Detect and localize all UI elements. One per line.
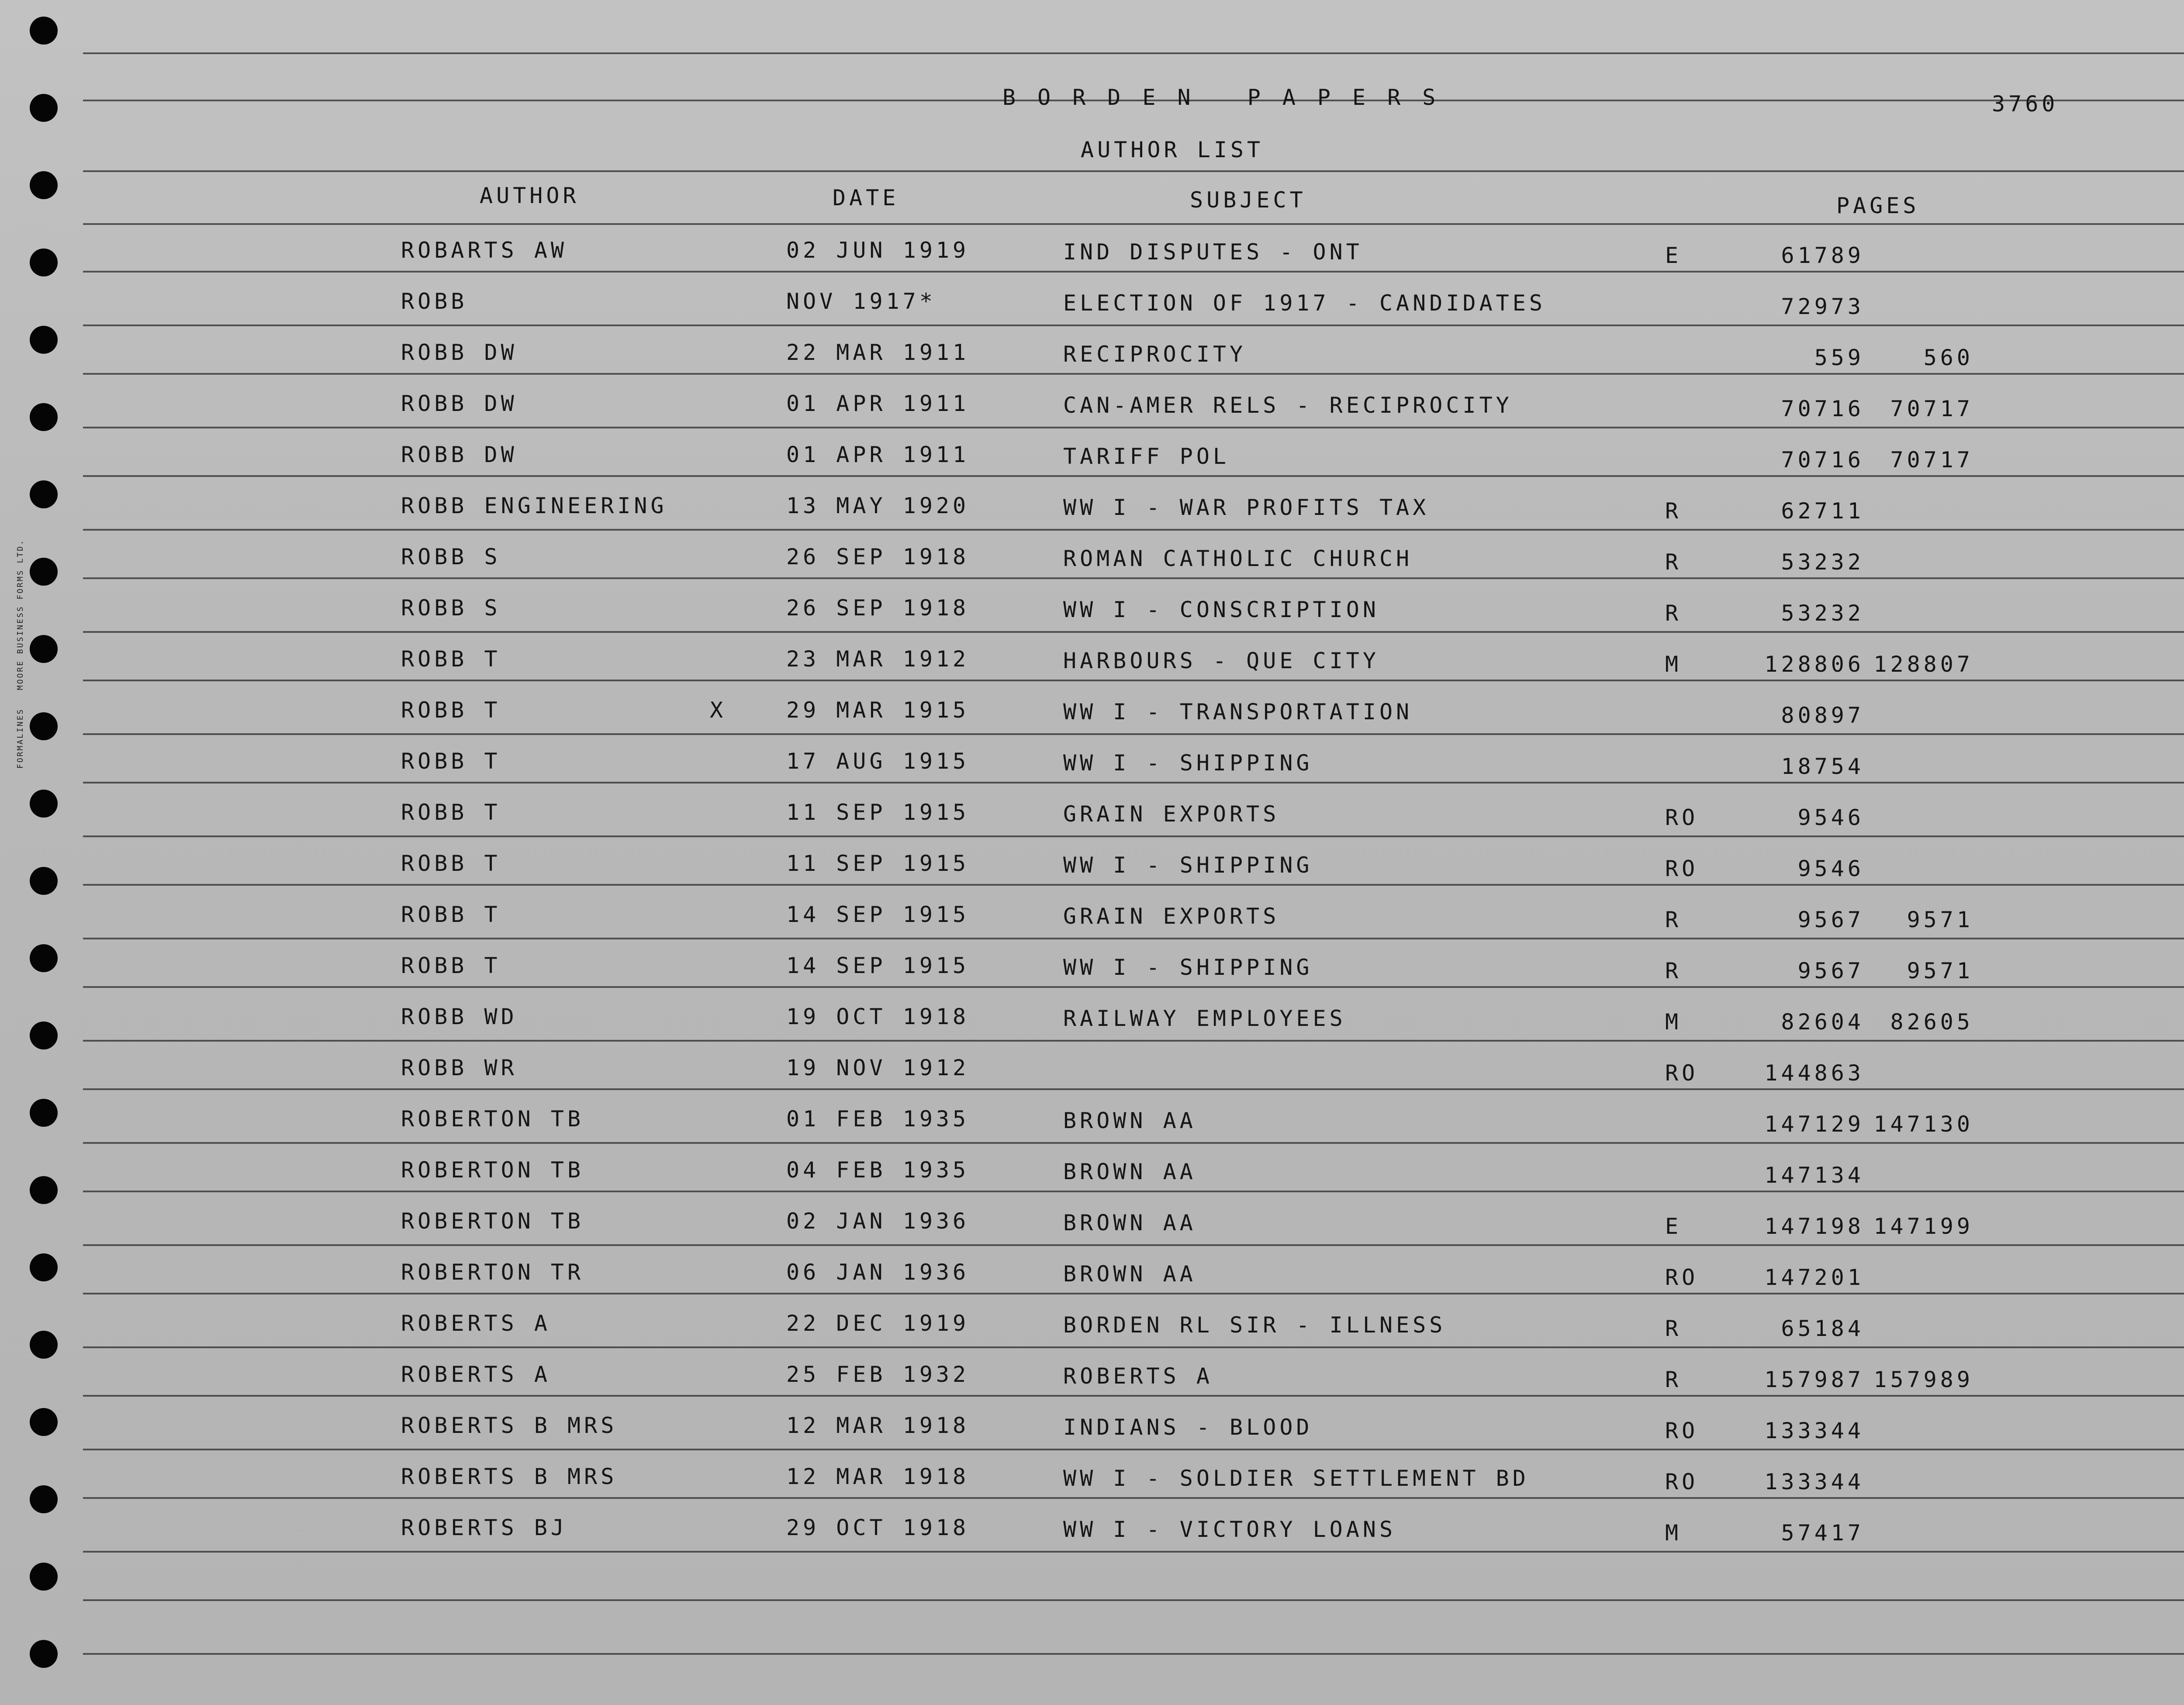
cell-date: 12 MAR 1918 bbox=[786, 1413, 970, 1438]
cell-page2: 82605 bbox=[1890, 1009, 1973, 1035]
cell-page1: 65184 bbox=[1781, 1316, 1864, 1341]
ruled-line bbox=[83, 1551, 2184, 1553]
cell-date: 22 MAR 1911 bbox=[786, 340, 970, 365]
column-header-subject: SUBJECT bbox=[1190, 187, 1306, 213]
cell-code: M bbox=[1665, 652, 1682, 677]
cell-date: 29 OCT 1918 bbox=[786, 1515, 970, 1540]
ruled-line bbox=[83, 986, 2184, 988]
ruled-line bbox=[83, 680, 2184, 681]
feed-hole bbox=[30, 17, 58, 45]
cell-subject: INDIANS - BLOOD bbox=[1063, 1415, 1313, 1440]
cell-subject: IND DISPUTES - ONT bbox=[1063, 239, 1363, 265]
cell-date: 25 FEB 1932 bbox=[786, 1362, 970, 1387]
cell-page1: 82604 bbox=[1781, 1009, 1864, 1035]
cell-subject: RAILWAY EMPLOYEES bbox=[1063, 1006, 1346, 1031]
cell-date: NOV 1917* bbox=[786, 289, 936, 314]
feed-hole bbox=[30, 1563, 58, 1591]
ruled-line bbox=[83, 938, 2184, 939]
cell-author: ROBB ENGINEERING bbox=[401, 493, 667, 518]
ruled-line bbox=[83, 1395, 2184, 1397]
ruled-line bbox=[83, 1191, 2184, 1192]
cell-page2: 147199 bbox=[1873, 1214, 1973, 1239]
cell-page1: 61789 bbox=[1781, 243, 1864, 268]
cell-date: 13 MAY 1920 bbox=[786, 493, 970, 518]
cell-subject: BROWN AA bbox=[1063, 1159, 1196, 1184]
ruled-line bbox=[83, 1293, 2184, 1294]
cell-author: ROBERTS B MRS bbox=[401, 1464, 618, 1489]
cell-author: ROBERTON TB bbox=[401, 1106, 584, 1132]
ruled-line bbox=[83, 223, 2184, 225]
cell-page1: 147129 bbox=[1764, 1111, 1864, 1137]
cell-subject: WW I - TRANSPORTATION bbox=[1063, 699, 1413, 725]
cell-date: 23 MAR 1912 bbox=[786, 646, 970, 672]
cell-page2: 147130 bbox=[1873, 1111, 1973, 1137]
cell-page1: 80897 bbox=[1781, 703, 1864, 728]
feed-hole bbox=[30, 712, 58, 740]
ruled-line bbox=[83, 1244, 2184, 1246]
list-subtitle: AUTHOR LIST bbox=[1081, 137, 1264, 162]
cell-subject: GRAIN EXPORTS bbox=[1063, 801, 1280, 827]
ruled-line bbox=[83, 733, 2184, 735]
cell-code: R bbox=[1665, 549, 1682, 575]
cell-page2: 9571 bbox=[1907, 958, 1973, 984]
cell-author: ROBERTS B MRS bbox=[401, 1413, 618, 1438]
page-number: 3760 bbox=[1992, 91, 2059, 117]
cell-date: 04 FEB 1935 bbox=[786, 1157, 970, 1183]
cell-code: R bbox=[1665, 907, 1682, 932]
feed-hole bbox=[30, 1176, 58, 1204]
cell-subject: BROWN AA bbox=[1063, 1108, 1196, 1133]
cell-author: ROBB T bbox=[401, 953, 501, 978]
ruled-line bbox=[83, 577, 2184, 579]
cell-author: ROBERTS A bbox=[401, 1362, 551, 1387]
cell-code: R bbox=[1665, 601, 1682, 626]
cell-page2: 9571 bbox=[1907, 907, 1973, 932]
ruled-line bbox=[83, 427, 2184, 428]
feed-hole bbox=[30, 867, 58, 895]
cell-author: ROBERTS BJ bbox=[401, 1515, 568, 1540]
cell-code: R bbox=[1665, 1316, 1682, 1341]
feed-hole bbox=[30, 94, 58, 122]
cell-page2: 157989 bbox=[1873, 1367, 1973, 1392]
feed-hole bbox=[30, 171, 58, 199]
ruled-line bbox=[83, 170, 2184, 172]
ruled-line bbox=[83, 475, 2184, 477]
feed-hole bbox=[30, 249, 58, 276]
cell-date: 02 JAN 1936 bbox=[786, 1208, 970, 1234]
column-header-author: AUTHOR bbox=[480, 183, 580, 208]
cell-code: RO bbox=[1665, 1469, 1699, 1494]
cell-x: X bbox=[710, 697, 727, 723]
cell-subject: WW I - WAR PROFITS TAX bbox=[1063, 495, 1430, 520]
ruled-line bbox=[83, 324, 2184, 326]
cell-page1: 147201 bbox=[1764, 1265, 1864, 1290]
feed-hole bbox=[30, 326, 58, 354]
ruled-line bbox=[83, 835, 2184, 837]
cell-date: 26 SEP 1918 bbox=[786, 595, 970, 621]
cell-date: 01 APR 1911 bbox=[786, 391, 970, 416]
cell-subject: ROBERTS A bbox=[1063, 1363, 1213, 1389]
feed-hole bbox=[30, 480, 58, 508]
cell-code: R bbox=[1665, 958, 1682, 984]
cell-date: 14 SEP 1915 bbox=[786, 902, 970, 927]
column-header-date: DATE bbox=[833, 185, 899, 211]
cell-code: RO bbox=[1665, 856, 1699, 881]
feed-hole bbox=[30, 1099, 58, 1127]
cell-author: ROBB bbox=[401, 289, 468, 314]
cell-author: ROBARTS AW bbox=[401, 238, 568, 263]
cell-subject: WW I - SOLDIER SETTLEMENT BD bbox=[1063, 1466, 1529, 1491]
cell-page1: 9567 bbox=[1797, 907, 1864, 932]
cell-subject: CAN-AMER RELS - RECIPROCITY bbox=[1063, 393, 1513, 418]
ruled-line bbox=[83, 1449, 2184, 1450]
cell-page1: 157987 bbox=[1764, 1367, 1864, 1392]
cell-date: 19 OCT 1918 bbox=[786, 1004, 970, 1029]
ruled-line bbox=[83, 529, 2184, 531]
feed-hole bbox=[30, 1331, 58, 1359]
cell-code: M bbox=[1665, 1009, 1682, 1035]
cell-author: ROBERTON TR bbox=[401, 1260, 584, 1285]
cell-subject: WW I - SHIPPING bbox=[1063, 955, 1313, 980]
cell-author: ROBERTON TB bbox=[401, 1157, 584, 1183]
cell-subject: BORDEN RL SIR - ILLNESS bbox=[1063, 1312, 1446, 1338]
cell-page1: 128806 bbox=[1764, 652, 1864, 677]
cell-page1: 9546 bbox=[1797, 856, 1864, 881]
ruled-line bbox=[83, 1142, 2184, 1144]
cell-page2: 560 bbox=[1923, 345, 1973, 370]
ruled-line bbox=[83, 1346, 2184, 1348]
cell-subject: RECIPROCITY bbox=[1063, 342, 1247, 367]
cell-date: 26 SEP 1918 bbox=[786, 544, 970, 569]
cell-subject: ROMAN CATHOLIC CHURCH bbox=[1063, 546, 1413, 571]
ruled-line bbox=[83, 52, 2184, 54]
cell-page1: 62711 bbox=[1781, 498, 1864, 524]
cell-subject: WW I - VICTORY LOANS bbox=[1063, 1517, 1396, 1542]
cell-subject: WW I - CONSCRIPTION bbox=[1063, 597, 1379, 622]
ruled-line bbox=[83, 271, 2184, 273]
cell-code: R bbox=[1665, 1367, 1682, 1392]
cell-page1: 53232 bbox=[1781, 549, 1864, 575]
ruled-line bbox=[83, 1088, 2184, 1090]
column-header-pages: PAGES bbox=[1836, 193, 1920, 218]
cell-page1: 72973 bbox=[1781, 294, 1864, 319]
cell-author: ROBB DW bbox=[401, 442, 518, 467]
feed-hole bbox=[30, 1408, 58, 1436]
cell-subject: WW I - SHIPPING bbox=[1063, 750, 1313, 776]
cell-page1: 70716 bbox=[1781, 447, 1864, 473]
cell-date: 19 NOV 1912 bbox=[786, 1055, 970, 1080]
cell-page1: 133344 bbox=[1764, 1418, 1864, 1443]
ruled-line bbox=[83, 782, 2184, 783]
ruled-line bbox=[83, 884, 2184, 886]
cell-page1: 147198 bbox=[1764, 1214, 1864, 1239]
cell-author: ROBB DW bbox=[401, 340, 518, 365]
feed-hole bbox=[30, 1253, 58, 1281]
feed-hole bbox=[30, 558, 58, 586]
feed-hole bbox=[30, 944, 58, 972]
cell-page2: 70717 bbox=[1890, 396, 1973, 421]
cell-page1: 18754 bbox=[1781, 754, 1864, 779]
cell-date: 01 FEB 1935 bbox=[786, 1106, 970, 1132]
ruled-line bbox=[83, 1040, 2184, 1042]
cell-page1: 9567 bbox=[1797, 958, 1864, 984]
cell-subject: WW I - SHIPPING bbox=[1063, 852, 1313, 878]
feed-hole bbox=[30, 403, 58, 431]
feed-hole bbox=[30, 1640, 58, 1668]
cell-page2: 70717 bbox=[1890, 447, 1973, 473]
cell-subject: BROWN AA bbox=[1063, 1261, 1196, 1287]
cell-author: ROBERTON TB bbox=[401, 1208, 584, 1234]
cell-author: ROBB T bbox=[401, 697, 501, 723]
ruled-line bbox=[83, 1653, 2184, 1655]
ruled-line bbox=[83, 631, 2184, 633]
cell-code: RO bbox=[1665, 1060, 1699, 1086]
cell-date: 11 SEP 1915 bbox=[786, 800, 970, 825]
feed-hole bbox=[30, 1485, 58, 1513]
cell-date: 12 MAR 1918 bbox=[786, 1464, 970, 1489]
feed-hole bbox=[30, 790, 58, 818]
cell-code: M bbox=[1665, 1520, 1682, 1546]
cell-date: 11 SEP 1915 bbox=[786, 851, 970, 876]
cell-author: ROBB S bbox=[401, 595, 501, 621]
cell-code: R bbox=[1665, 498, 1682, 524]
cell-subject: BROWN AA bbox=[1063, 1210, 1196, 1236]
cell-author: ROBB T bbox=[401, 749, 501, 774]
cell-date: 17 AUG 1915 bbox=[786, 749, 970, 774]
cell-author: ROBB T bbox=[401, 800, 501, 825]
ruled-line bbox=[83, 1599, 2184, 1601]
cell-code: RO bbox=[1665, 1418, 1699, 1443]
cell-date: 01 APR 1911 bbox=[786, 442, 970, 467]
cell-author: ROBB T bbox=[401, 902, 501, 927]
cell-subject: GRAIN EXPORTS bbox=[1063, 904, 1280, 929]
cell-page1: 144863 bbox=[1764, 1060, 1864, 1086]
margin-imprint: FORMALINES MOORE BUSINESS FORMS LTD. bbox=[16, 539, 25, 769]
cell-page1: 57417 bbox=[1781, 1520, 1864, 1546]
cell-subject: TARIFF POL bbox=[1063, 444, 1230, 469]
cell-author: ROBB T bbox=[401, 851, 501, 876]
cell-author: ROBB S bbox=[401, 544, 501, 569]
ruled-line bbox=[83, 373, 2184, 375]
feed-hole bbox=[30, 1022, 58, 1049]
cell-page1: 133344 bbox=[1764, 1469, 1864, 1494]
cell-date: 29 MAR 1915 bbox=[786, 697, 970, 723]
cell-page1: 70716 bbox=[1781, 396, 1864, 421]
cell-author: ROBB T bbox=[401, 646, 501, 672]
cell-date: 06 JAN 1936 bbox=[786, 1260, 970, 1285]
cell-code: RO bbox=[1665, 805, 1699, 830]
ruled-line bbox=[83, 1497, 2184, 1499]
document-title: BORDEN PAPERS bbox=[1002, 85, 1458, 110]
feed-hole bbox=[30, 635, 58, 663]
cell-author: ROBB WD bbox=[401, 1004, 518, 1029]
cell-date: 02 JUN 1919 bbox=[786, 238, 970, 263]
cell-date: 14 SEP 1915 bbox=[786, 953, 970, 978]
cell-author: ROBB WR bbox=[401, 1055, 518, 1080]
cell-date: 22 DEC 1919 bbox=[786, 1311, 970, 1336]
cell-subject: ELECTION OF 1917 - CANDIDATES bbox=[1063, 290, 1546, 316]
cell-code: E bbox=[1665, 1214, 1682, 1239]
cell-page1: 9546 bbox=[1797, 805, 1864, 830]
cell-author: ROBB DW bbox=[401, 391, 518, 416]
cell-page1: 147134 bbox=[1764, 1163, 1864, 1188]
cell-page2: 128807 bbox=[1873, 652, 1973, 677]
cell-page1: 53232 bbox=[1781, 601, 1864, 626]
cell-subject: HARBOURS - QUE CITY bbox=[1063, 648, 1379, 673]
cell-code: E bbox=[1665, 243, 1682, 268]
cell-author: ROBERTS A bbox=[401, 1311, 551, 1336]
cell-code: RO bbox=[1665, 1265, 1699, 1290]
cell-page1: 559 bbox=[1814, 345, 1864, 370]
